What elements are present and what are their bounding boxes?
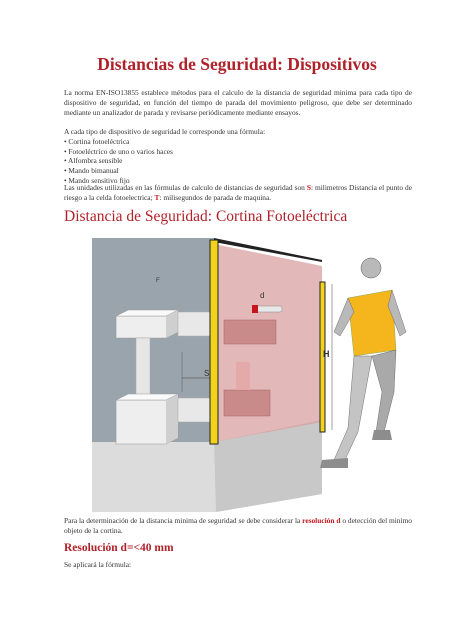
resolution-d-label: d xyxy=(260,291,265,300)
unit-t-label: T xyxy=(154,192,160,202)
list-item: • Alfombra sensible xyxy=(64,156,123,166)
curtain-emitter xyxy=(210,240,218,444)
list-item: • Mando sensitivo fijo xyxy=(64,175,130,185)
intro-paragraph: La norma EN-ISO13855 establece métodos para el calculo de la distancia de seguridad minima para cada tipo de dispositivo de seguridad, en función del tiempo de parada del movimiento peligroso, que debe ser determinado mediante un analizador de parada y revisarse periódicamente mediante ensayos. xyxy=(64,88,412,117)
light-curtain-illustration xyxy=(86,232,412,514)
test-rod xyxy=(256,306,282,312)
formula-intro: Se aplicará la fórmula: xyxy=(64,560,132,569)
device-list-block xyxy=(64,127,412,186)
shirt xyxy=(348,290,396,356)
units-text-b: : milimetros Distancia el punto de riesgo a la celda fotoelectrica; xyxy=(64,183,412,202)
units-paragraph xyxy=(64,183,412,203)
resolution-heading: Resolución d=<40 mm xyxy=(64,542,174,554)
device-list-intro: A cada tipo de dispositivo de seguridad le corresponde una fórmula: xyxy=(64,127,266,136)
press-column xyxy=(136,338,150,400)
units-text-c: : milisegundos de parada de maquina. xyxy=(159,192,272,202)
list-item: • Mando bimanual xyxy=(64,166,119,176)
units-text-a: Las unidades utilizadas en las fórmulas de calculo de distancias de seguridad son xyxy=(64,183,307,192)
height-h-label: H xyxy=(323,349,330,359)
unit-s-label: S xyxy=(306,183,311,192)
resolution-text-a: Para la determinación de la distancia minima de seguridad se debe considerar la xyxy=(64,516,303,525)
resolution-paragraph xyxy=(64,516,412,536)
list-item: • Cortina fotoeléctrica xyxy=(64,136,130,146)
resolution-d-highlight: resolución d xyxy=(302,516,341,525)
operator-figure xyxy=(320,258,406,468)
page-title: Distancias de Seguridad: Dispositivos xyxy=(97,54,377,74)
f-label: F xyxy=(156,278,160,284)
list-item: • Fotoeléctrico de uno o varios haces xyxy=(64,146,173,156)
resolution-text-b: o detección del minimo objeto de la cortina. xyxy=(64,516,412,535)
distance-s-label: S xyxy=(204,369,210,378)
section-heading: Distancia de Seguridad: Cortina Fotoeléctrica xyxy=(64,208,348,225)
